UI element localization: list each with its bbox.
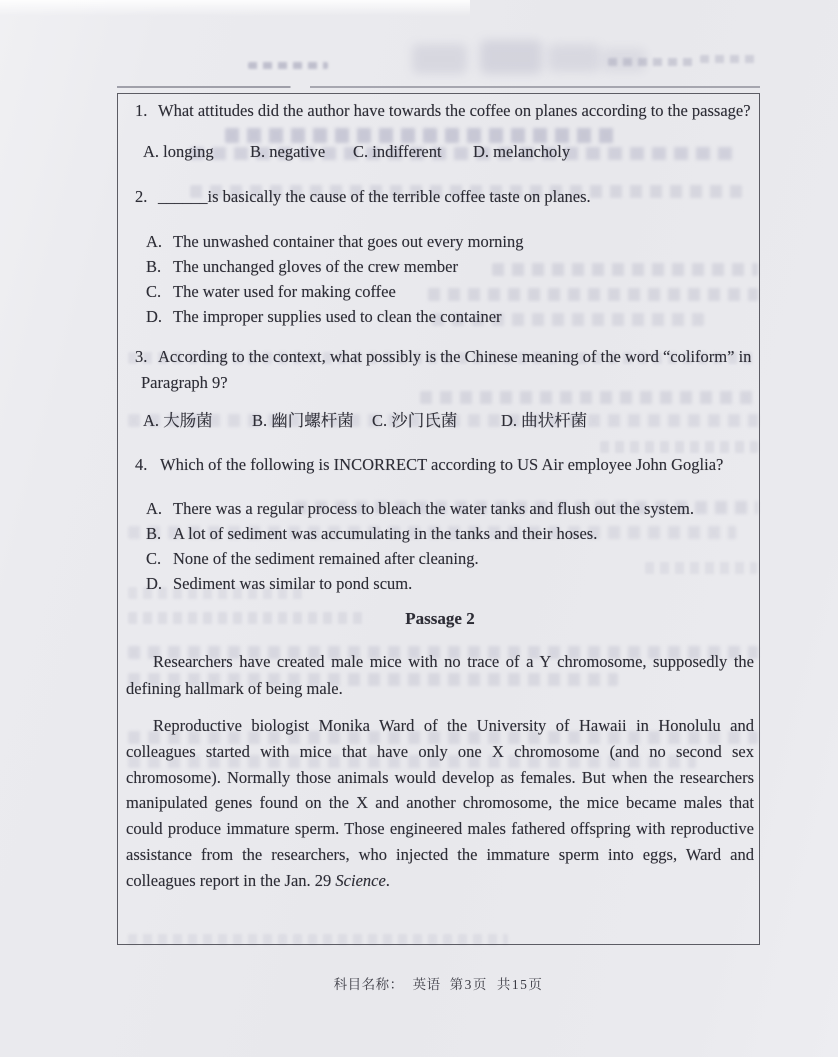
question-3-number: 3. <box>135 347 148 366</box>
footer-page-total: 共15页 <box>496 977 544 992</box>
option-letter: C. <box>146 282 162 301</box>
option-text: The unchanged gloves of the crew member <box>173 257 458 276</box>
option-text: There was a regular process to bleach the water tanks and flush out the system. <box>173 499 694 518</box>
option-letter: D. <box>146 307 163 326</box>
page-footer <box>117 973 760 993</box>
option-letter: C. <box>146 549 162 568</box>
option-d <box>146 304 754 329</box>
option-letter: B. <box>146 257 162 276</box>
footer-page-number: 第3页 <box>449 977 488 992</box>
question-3-text: According to the context, what possibly is the Chinese meaning of the word “coliform” in Paragraph 9? <box>141 347 752 392</box>
option-a <box>146 496 754 521</box>
question-2-options <box>146 229 754 329</box>
option-d: D. melancholy <box>473 142 571 161</box>
footer-subject: 英语 <box>412 977 441 992</box>
question-1 <box>135 98 754 124</box>
paragraph-period: . <box>385 870 390 890</box>
option-c: C. 沙门氏菌 <box>372 411 458 430</box>
option-text: The improper supplies used to clean the container <box>173 307 502 326</box>
option-b <box>146 521 754 546</box>
option-text: Sediment was similar to pond scum. <box>173 574 413 593</box>
option-b <box>146 254 754 279</box>
question-3 <box>135 344 754 396</box>
footer-subject-label: 科目名称： <box>333 977 404 992</box>
option-letter: A. <box>146 232 163 251</box>
question-1-options <box>143 139 754 165</box>
option-letter: D. <box>146 574 163 593</box>
option-b: B. 幽门螺杆菌 <box>252 411 354 430</box>
option-a: A. longing <box>143 142 214 161</box>
question-3-options <box>143 408 754 434</box>
option-text: The unwashed container that goes out every morning <box>173 232 524 251</box>
paragraph-text: Reproductive biologist Monika Ward of the University of Hawaii in Honolulu and colleagues started with mice that have only one X chromosome (and no second sex chromosome). Normally those animals would develop as females. But when the researchers manipulated genes found on the X and another chromosome, the mice became males that could produce immature sperm. Those engineered males fathered offspring with reproductive assistance from the researchers, who injected the immature sperm into eggs, Ward and colleagues report in the Jan. 29 <box>126 716 754 890</box>
option-c: C. indifferent <box>353 142 442 161</box>
question-2 <box>135 184 754 210</box>
option-a: A. 大肠菌 <box>143 411 213 430</box>
option-d <box>146 571 754 596</box>
option-c <box>146 546 754 571</box>
option-d: D. 曲状杆菌 <box>501 411 588 430</box>
option-letter: A. <box>146 499 163 518</box>
option-text: A lot of sediment was accumulating in the tanks and their hoses. <box>173 524 598 543</box>
question-4-number: 4. <box>135 455 148 474</box>
passage-2-paragraph-1: Researchers have created male mice with no trace of a Y chromosome, supposedly the defining hallmark of being male. <box>126 652 754 698</box>
option-text: None of the sediment remained after cleaning. <box>173 549 479 568</box>
question-1-number: 1. <box>135 101 148 120</box>
journal-name-italic: Science <box>335 870 386 890</box>
option-text: The water used for making coffee <box>173 282 396 301</box>
question-2-number: 2. <box>135 187 148 206</box>
question-box <box>117 93 760 945</box>
passage-2-paragraph-2 <box>126 713 754 894</box>
question-1-text: What attitudes did the author have towards the coffee on planes according to the passage? <box>158 101 751 120</box>
option-a <box>146 229 754 254</box>
passage-2-heading: Passage 2 <box>405 609 475 628</box>
question-2-text: ______is basically the cause of the terrible coffee taste on planes. <box>158 187 591 206</box>
option-c <box>146 279 754 304</box>
scan-line-artifact <box>117 86 760 88</box>
question-4-text: Which of the following is INCORRECT according to US Air employee John Goglia? <box>160 455 724 474</box>
option-letter: B. <box>146 524 162 543</box>
question-4 <box>135 452 754 478</box>
question-4-options <box>146 496 754 596</box>
option-b: B. negative <box>250 142 326 161</box>
